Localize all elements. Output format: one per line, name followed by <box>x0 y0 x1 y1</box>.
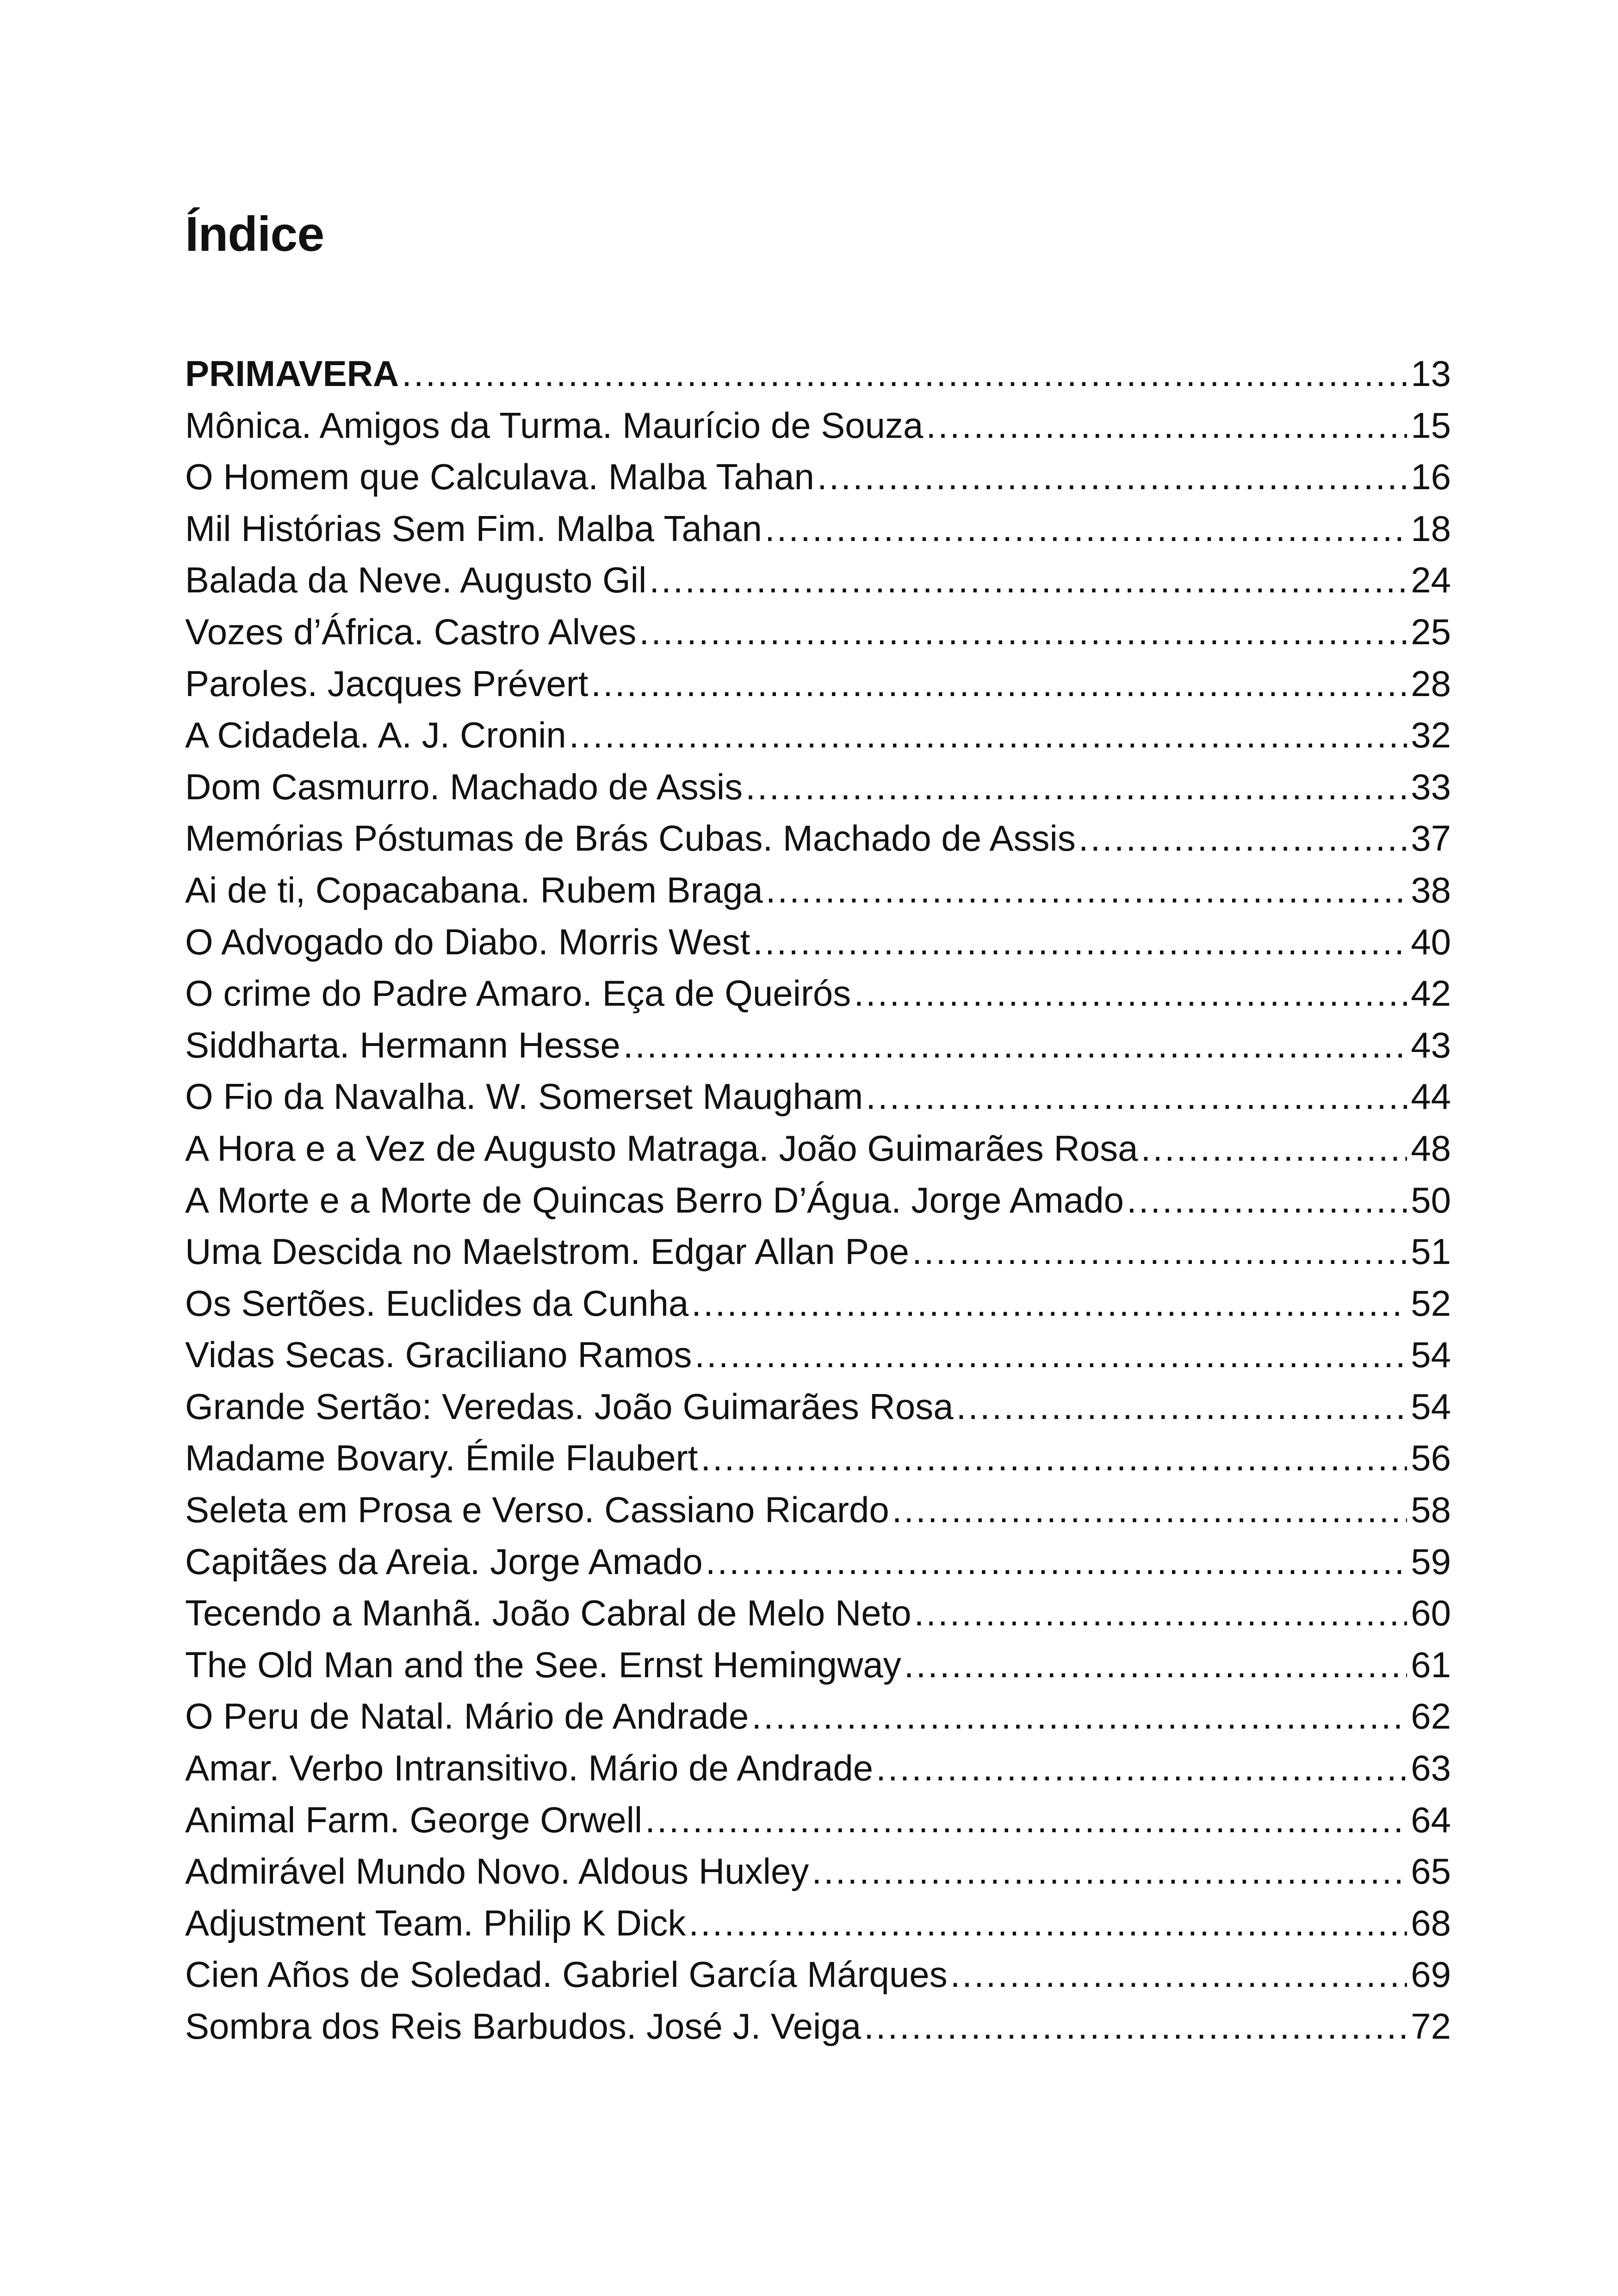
toc-entry-title: A Hora e a Vez de Augusto Matraga. João Guimarães Rosa <box>185 1127 1138 1169</box>
toc-entry <box>185 1536 1451 1588</box>
toc-entry-page-number: 33 <box>1411 766 1451 807</box>
toc-entry <box>185 916 1451 968</box>
toc-entry <box>185 1175 1451 1226</box>
dot-leader <box>623 1020 1407 1071</box>
toc-entry-title: A Cidadela. A. J. Cronin <box>185 715 566 756</box>
toc-entry-title: Mil Histórias Sem Fim. Malba Tahan <box>185 508 762 549</box>
toc-entry-page-number: 68 <box>1411 1902 1451 1943</box>
toc-entry <box>185 503 1451 555</box>
toc-entry <box>185 1484 1451 1536</box>
toc-entry-page-number: 50 <box>1411 1179 1451 1220</box>
toc-entry-title: Animal Farm. George Orwell <box>185 1799 643 1840</box>
toc-entry-page-number: 13 <box>1411 353 1451 394</box>
dot-leader <box>688 1898 1407 1949</box>
toc-entry-title: Mônica. Amigos da Turma. Maurício de Souza <box>185 404 924 446</box>
toc-entry <box>185 709 1451 761</box>
toc-entry-title: Madame Bovary. Émile Flaubert <box>185 1437 698 1479</box>
dot-leader <box>1127 1175 1407 1226</box>
toc-entry-title: Memórias Póstumas de Brás Cubas. Machado de Assis <box>185 818 1076 859</box>
dot-leader <box>706 1536 1407 1588</box>
toc-entry-page-number: 43 <box>1411 1024 1451 1065</box>
toc-entry-title: Sombra dos Reis Barbudos. José J. Veiga <box>185 2006 862 2047</box>
toc-entry-page-number: 25 <box>1411 611 1451 652</box>
dot-leader <box>1079 813 1407 865</box>
toc-entry <box>185 1329 1451 1381</box>
toc-entry-title: O Peru de Natal. Mário de Andrade <box>185 1696 749 1737</box>
dot-leader <box>950 1949 1407 2001</box>
toc-entry-title: Capitães da Areia. Jorge Amado <box>185 1541 703 1582</box>
dot-leader <box>864 2001 1407 2053</box>
toc-entry <box>185 1949 1451 2001</box>
toc-entry-title: Os Sertões. Euclides da Cunha <box>185 1282 689 1324</box>
toc-entry <box>185 1381 1451 1433</box>
dot-leader <box>876 1742 1407 1794</box>
toc-entry <box>185 1226 1451 1278</box>
toc-entry <box>185 606 1451 658</box>
toc-entry-page-number: 60 <box>1411 1593 1451 1634</box>
toc-entry-title: Cien Años de Soledad. Gabriel García Márques <box>185 1954 948 1995</box>
toc-entry-title: O Homem que Calculava. Malba Tahan <box>185 456 814 498</box>
dot-leader <box>904 1639 1407 1691</box>
dot-leader <box>817 451 1407 503</box>
toc-entry <box>185 1846 1451 1898</box>
toc-entry-title: Seleta em Prosa e Verso. Cassiano Ricardo <box>185 1489 889 1531</box>
toc-entry-title: PRIMAVERA <box>185 353 399 394</box>
toc-entry <box>185 761 1451 813</box>
toc-entry <box>185 1432 1451 1484</box>
dot-leader <box>639 606 1407 658</box>
toc-entry-page-number: 56 <box>1411 1437 1451 1479</box>
dot-leader <box>866 1071 1407 1123</box>
toc-entry-title: O Fio da Navalha. W. Somerset Maugham <box>185 1076 863 1117</box>
toc-entry-title: O crime do Padre Amaro. Eça de Queirós <box>185 973 851 1014</box>
dot-leader <box>745 761 1407 813</box>
toc-entry-page-number: 42 <box>1411 973 1451 1014</box>
toc-entry <box>185 1639 1451 1691</box>
toc-entry-page-number: 38 <box>1411 869 1451 910</box>
toc-entry-page-number: 62 <box>1411 1696 1451 1737</box>
toc-entry-page-number: 18 <box>1411 508 1451 549</box>
toc-entry <box>185 658 1451 710</box>
toc-entry-title: Amar. Verbo Intransitivo. Mário de Andrade <box>185 1748 874 1789</box>
toc-entry-page-number: 59 <box>1411 1541 1451 1582</box>
toc-entry <box>185 451 1451 503</box>
toc-entry-title: The Old Man and the See. Ernst Hemingway <box>185 1644 901 1685</box>
toc-entry-title: Balada da Neve. Augusto Gil <box>185 560 647 601</box>
toc-entry-page-number: 32 <box>1411 715 1451 756</box>
dot-leader <box>569 709 1407 761</box>
toc-entry-page-number: 44 <box>1411 1076 1451 1117</box>
dot-leader <box>645 1794 1407 1846</box>
toc-entry-page-number: 72 <box>1411 2006 1451 2047</box>
dot-leader <box>766 865 1407 916</box>
toc-entry-page-number: 37 <box>1411 818 1451 859</box>
dot-leader <box>753 916 1407 968</box>
dot-leader <box>691 1278 1407 1330</box>
toc-entry-page-number: 24 <box>1411 560 1451 601</box>
toc-entry-page-number: 16 <box>1411 456 1451 498</box>
toc-entry-title: A Morte e a Morte de Quincas Berro D’Água. Jorge Amado <box>185 1179 1124 1220</box>
toc-entry-title: Admirável Mundo Novo. Aldous Huxley <box>185 1851 809 1892</box>
dot-leader <box>701 1432 1407 1484</box>
dot-leader <box>956 1381 1407 1433</box>
toc-entry <box>185 1691 1451 1742</box>
toc-entry <box>185 400 1451 452</box>
toc-entry-title: Uma Descida no Maelstrom. Edgar Allan Poe <box>185 1231 910 1272</box>
toc-entry-page-number: 65 <box>1411 1851 1451 1892</box>
toc-entry <box>185 1587 1451 1639</box>
toc-entry-page-number: 48 <box>1411 1127 1451 1169</box>
dot-leader <box>914 1587 1407 1639</box>
toc-entry-title: Tecendo a Manhã. João Cabral de Melo Neto <box>185 1593 911 1634</box>
toc-entry-page-number: 28 <box>1411 663 1451 704</box>
toc-entry <box>185 2001 1451 2053</box>
toc-entry <box>185 813 1451 865</box>
toc-entry <box>185 1898 1451 1949</box>
toc-entry <box>185 1071 1451 1123</box>
toc-entry <box>185 865 1451 916</box>
table-of-contents <box>185 348 1451 2053</box>
toc-entry-title: Vidas Secas. Graciliano Ramos <box>185 1334 692 1375</box>
toc-entry-page-number: 51 <box>1411 1231 1451 1272</box>
dot-leader <box>591 658 1407 710</box>
dot-leader <box>854 968 1407 1020</box>
toc-entry-title: Adjustment Team. Philip K Dick <box>185 1902 686 1943</box>
dot-leader <box>649 554 1407 606</box>
toc-entry-page-number: 54 <box>1411 1334 1451 1375</box>
toc-entry-page-number: 52 <box>1411 1282 1451 1324</box>
page-title: Índice <box>185 207 324 261</box>
toc-entry-title: O Advogado do Diabo. Morris West <box>185 921 750 962</box>
toc-entry-page-number: 69 <box>1411 1954 1451 1995</box>
dot-leader <box>751 1691 1407 1742</box>
toc-entry <box>185 1278 1451 1330</box>
toc-entry <box>185 1123 1451 1175</box>
toc-section-heading <box>185 348 1451 400</box>
dot-leader <box>926 400 1407 452</box>
toc-entry-page-number: 54 <box>1411 1386 1451 1427</box>
toc-entry-title: Grande Sertão: Veredas. João Guimarães Rosa <box>185 1386 954 1427</box>
toc-entry <box>185 1742 1451 1794</box>
toc-entry <box>185 968 1451 1020</box>
toc-entry-page-number: 61 <box>1411 1644 1451 1685</box>
dot-leader <box>912 1226 1407 1278</box>
toc-entry-page-number: 40 <box>1411 921 1451 962</box>
dot-leader <box>402 348 1407 400</box>
dot-leader <box>812 1846 1407 1898</box>
toc-entry-title: Dom Casmurro. Machado de Assis <box>185 766 743 807</box>
toc-entry-page-number: 64 <box>1411 1799 1451 1840</box>
toc-entry-title: Ai de ti, Copacabana. Rubem Braga <box>185 869 763 910</box>
toc-entry <box>185 1020 1451 1071</box>
dot-leader <box>1141 1123 1407 1175</box>
dot-leader <box>694 1329 1407 1381</box>
toc-entry-title: Siddharta. Hermann Hesse <box>185 1024 620 1065</box>
toc-entry-title: Paroles. Jacques Prévert <box>185 663 589 704</box>
toc-entry-page-number: 58 <box>1411 1489 1451 1531</box>
toc-entry-page-number: 63 <box>1411 1748 1451 1789</box>
dot-leader <box>892 1484 1407 1536</box>
dot-leader <box>765 503 1407 555</box>
toc-entry <box>185 1794 1451 1846</box>
toc-entry-page-number: 15 <box>1411 404 1451 446</box>
toc-entry <box>185 554 1451 606</box>
toc-entry-title: Vozes d’África. Castro Alves <box>185 611 637 652</box>
